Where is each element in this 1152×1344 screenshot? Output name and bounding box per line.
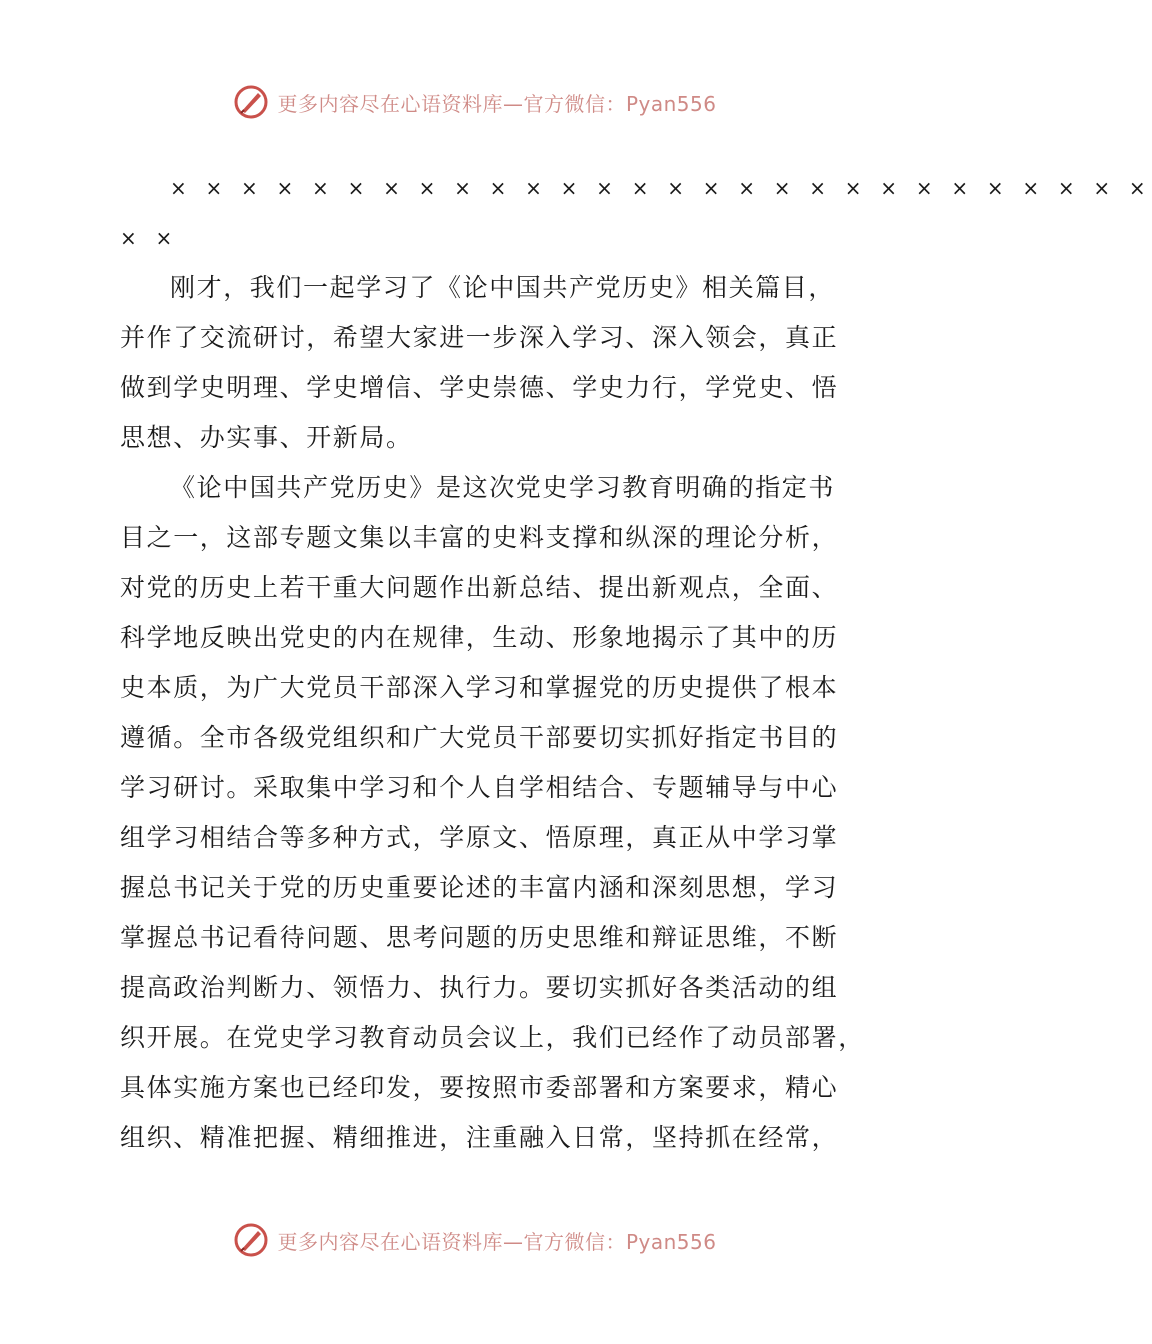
paragraph-line: 目之一，这部专题文集以丰富的史料支撑和纵深的理论分析， xyxy=(120,523,839,552)
watermark-text: 更多内容尽在心语资料库—官方微信：Pyan556 xyxy=(277,1229,717,1254)
paragraph-line: 握总书记关于党的历史重要论述的丰富内涵和深刻思想，学习 xyxy=(120,873,839,902)
paragraph-line: 史本质，为广大党员干部深入学习和掌握党的历史提供了根本 xyxy=(120,673,839,702)
document-body xyxy=(120,163,1152,1163)
paragraph-line: 学习研讨。采取集中学习和个人自学相结合、专题辅导与中心 xyxy=(120,773,839,802)
quill-logo-icon xyxy=(233,84,269,120)
watermark-footer xyxy=(0,1222,950,1258)
paragraph-line: 具体实施方案也已经印发，要按照市委部署和方案要求，精心 xyxy=(120,1073,839,1102)
paragraph-line: 《论中国共产党历史》是这次党史学习教育明确的指定书 xyxy=(170,473,836,502)
paragraph-line: 刚才，我们一起学习了《论中国共产党历史》相关篇目， xyxy=(170,273,836,302)
paragraph-line: 对党的历史上若干重大问题作出新总结、提出新观点，全面、 xyxy=(120,573,839,602)
paragraph-line: 科学地反映出党史的内在规律，生动、形象地揭示了其中的历 xyxy=(120,623,839,652)
paragraph-line: 并作了交流研讨，希望大家进一步深入学习、深入领会，真正 xyxy=(120,323,839,352)
watermark-text: 更多内容尽在心语资料库—官方微信：Pyan556 xyxy=(277,91,717,116)
quill-logo-icon xyxy=(233,1222,269,1258)
paragraph-line: 掌握总书记看待问题、思考问题的历史思维和辩证思维，不断 xyxy=(120,923,839,952)
paragraph-line: 组织、精准把握、精细推进，注重融入日常，坚持抓在经常， xyxy=(120,1123,839,1152)
paragraph-line: 思想、办实事、开新局。 xyxy=(120,423,413,452)
paragraph-line: 组学习相结合等多种方式，学原文、悟原理，真正从中学习掌 xyxy=(120,823,839,852)
paragraph-line: 提高政治判断力、领悟力、执行力。要切实抓好各类活动的组 xyxy=(120,973,839,1002)
paragraph-line: 织开展。在党史学习教育动员会议上，我们已经作了动员部署， xyxy=(120,1023,865,1052)
paragraph-line: 遵循。全市各级党组织和广大党员干部要切实抓好指定书目的 xyxy=(120,723,839,752)
paragraph-line: 做到学史明理、学史增信、学史崇德、学史力行，学党史、悟 xyxy=(120,373,839,402)
placeholder-line: × × xyxy=(120,226,179,250)
watermark-header xyxy=(0,84,950,120)
placeholder-line: × × × × × × × × × × × × × × × × × × × × × × × × × × × × xyxy=(170,176,1152,200)
